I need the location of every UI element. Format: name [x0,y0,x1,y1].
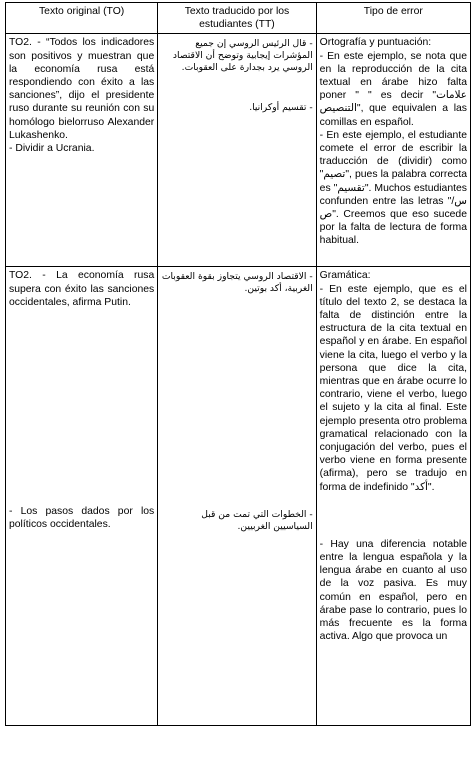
translated-text-paragraph: - الاقتصاد الروسي يتجاوز بقوة العقوبات الغربية، أكد بوتين. [161,271,313,295]
translated-text-cell [158,267,316,726]
table-row [6,34,471,267]
header-error-type: Tipo de error [316,3,470,34]
error-paragraph: - Hay una diferencia notable entre la lengua española y la lengua árabe en cuanto al uso de la voz pasiva. Es muy común en español, pero en árabe pase lo contrario, pues lo más frecuente es la forma activa. Algo que provoca un [319,538,467,643]
error-heading: Gramática: [319,270,371,282]
original-text-cell [6,34,158,267]
original-text-paragraph: - Dividir a Ucrania. [9,143,95,155]
original-text-paragraph: TO2. - La economía rusa supera con éxito las sanciones occidentales, afirma Putin. [9,270,155,308]
translated-text-paragraph: - تقسيم أوكرانيا. [249,102,313,114]
comparison-table [5,2,471,726]
translated-text-paragraph: - الخطوات التي تمت من قبل السياسيين الغربيين. [201,509,313,533]
header-translated-text: Texto traducido por los estudiantes (TT) [158,3,316,34]
original-text-cell [6,267,158,726]
translated-text-cell [158,34,316,267]
error-type-cell [316,267,470,726]
error-paragraph: - En este ejemplo, que es el título del texto 2, se destaca la falta de distinción entre la estructura de la cita textual en español y en árabe. En español viene la cita, luego el verbo y la persona que dice la cita, mientras que en árabe ocurre lo contrario, viene el verbo, luego el sujeto y la cita al final. Este ejemplo presenta otro problema gramatical relacionado con la conjugación del verbo, pues el verbo viene en forma presente (afirma), pero se tradujo en forma de indefinido "أكد". [319,283,467,493]
error-paragraph: - En este ejemplo, se nota que en la reproducción de la cita textual en árabe hizo falta poner " " es decir "علامات التنصيص", que equivalen a las comillas en español. [319,50,467,128]
table-row [6,267,471,726]
error-type-cell [316,34,470,267]
table-header-row [6,3,471,34]
error-heading: Ortografía y puntuación: [319,37,432,49]
original-text-paragraph: TO2. - “Todos los indicadores son positivos y muestran que la economía rusa está respondiendo con éxito a las sanciones”, dijo el presidente ruso durante su reunión con su homólogo bielorruso Alexander Lukashenko. [9,37,155,141]
header-original-text: Texto original (TO) [6,3,158,34]
original-text-paragraph: - Los pasos dados por los políticos occidentales. [9,506,155,531]
translated-text-paragraph: - قال الرئيس الروسي إن جميع المؤشرات إيجابية وتوضح أن الاقتصاد الروسي يرد بجدارة على العقوبات. [172,38,313,74]
error-paragraph: - En este ejemplo, el estudiante comete el error de escribir la traducción de (dividir) como "تصيم", pues la palabra correcta es "تقسيم". Muchos estudiantes confunden entre las letras "س/ص". Creemos que eso sucede por la falta de lectura de forma habitual. [319,129,467,247]
